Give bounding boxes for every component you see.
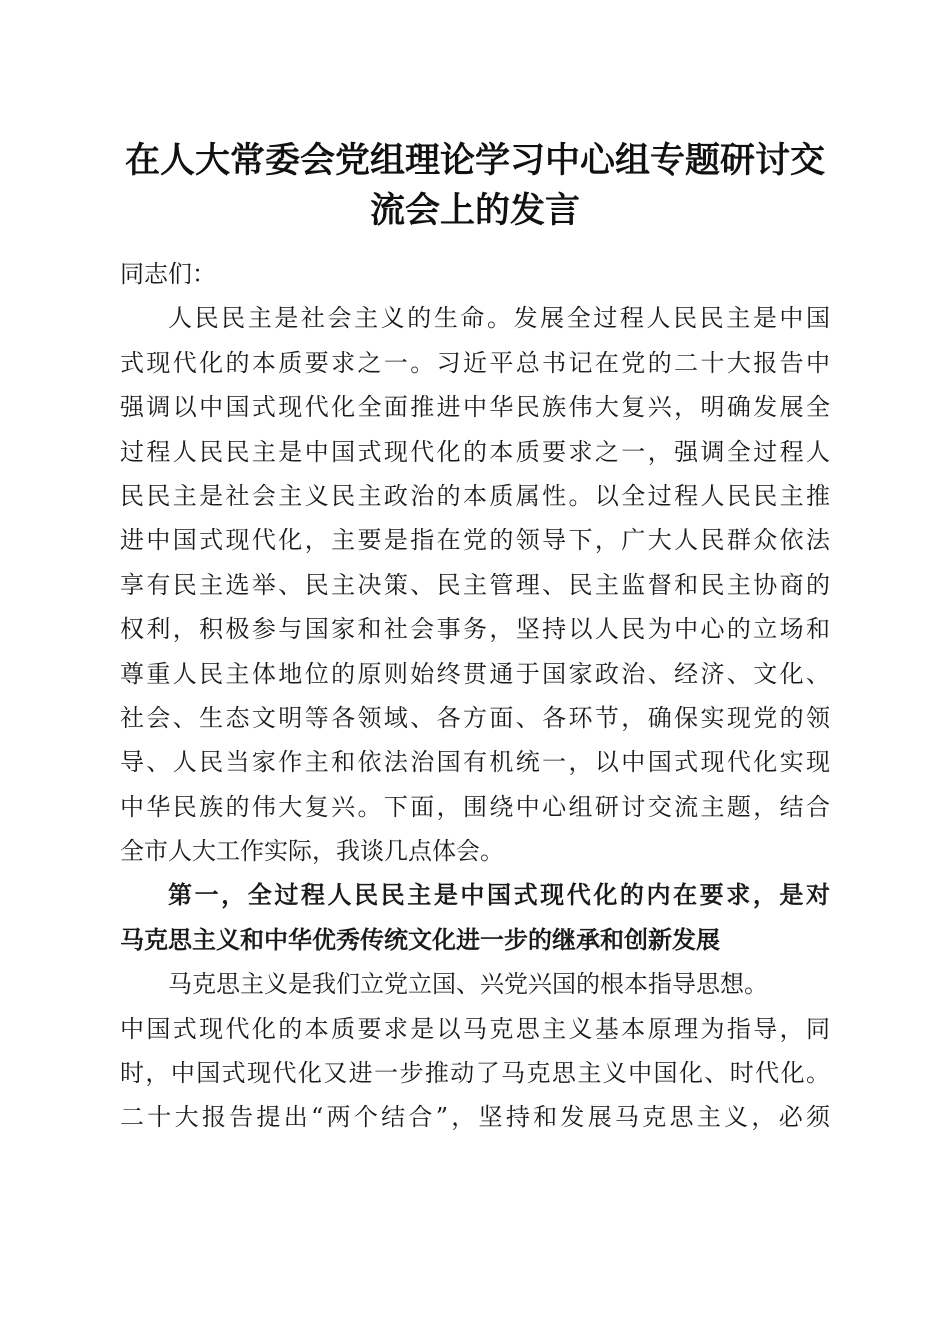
document-title	[100, 136, 850, 236]
text-line: 人民民主是社会主义的生命。发展全过程人民民主是中国	[168, 304, 830, 333]
title-line: 在人大常委会党组理论学习中心组专题研讨交	[124, 140, 825, 181]
text-line: 中国式现代化的本质要求是以马克思主义基本原理为指导，同	[120, 1014, 830, 1043]
text-line: 享有民主选举、民主决策、民主管理、民主监督和民主协商的	[120, 570, 830, 599]
paragraph-intro	[120, 296, 830, 873]
paragraph-section-1	[120, 962, 830, 1140]
document-body	[120, 252, 830, 1140]
text-line: 全市人大工作实际，我谈几点体会。	[120, 837, 504, 866]
text-line: 过程人民民主是中国式现代化的本质要求之一，强调全过程人	[120, 437, 830, 466]
text-line: 权利，积极参与国家和社会事务，坚持以人民为中心的立场和	[120, 615, 830, 644]
section-heading-1	[120, 873, 830, 962]
text-line: 社会、生态文明等各领域、各方面、各环节，确保实现党的领	[120, 703, 830, 732]
text-line: 二十大报告提出“两个结合”，坚持和发展马克思主义，必须	[120, 1103, 830, 1132]
text-line: 尊重人民主体地位的原则始终贯通于国家政治、经济、文化、	[120, 659, 830, 688]
heading-line: 马克思主义和中华优秀传统文化进一步的继承和创新发展	[120, 924, 720, 954]
text-line: 中华民族的伟大复兴。下面，围绕中心组研讨交流主题，结合	[120, 792, 830, 821]
text-line: 导、人民当家作主和依法治国有机统一，以中国式现代化实现	[120, 748, 830, 777]
salutation: 同志们：	[120, 260, 216, 288]
text-line: 式现代化的本质要求之一。习近平总书记在党的二十大报告中	[120, 348, 830, 377]
text-line: 民民主是社会主义民主政治的本质属性。以全过程人民民主推	[120, 481, 830, 510]
text-line: 进中国式现代化，主要是指在党的领导下，广大人民群众依法	[120, 526, 830, 555]
text-line: 强调以中国式现代化全面推进中华民族伟大复兴，明确发展全	[120, 393, 830, 422]
title-line: 流会上的发言	[369, 190, 580, 231]
text-line: 马克思主义是我们立党立国、兴党兴国的根本指导思想。	[168, 970, 768, 999]
text-line: 时，中国式现代化又进一步推动了马克思主义中国化、时代化。	[120, 1059, 830, 1088]
heading-line: 第一，全过程人民民主是中国式现代化的内在要求，是对	[168, 880, 830, 910]
